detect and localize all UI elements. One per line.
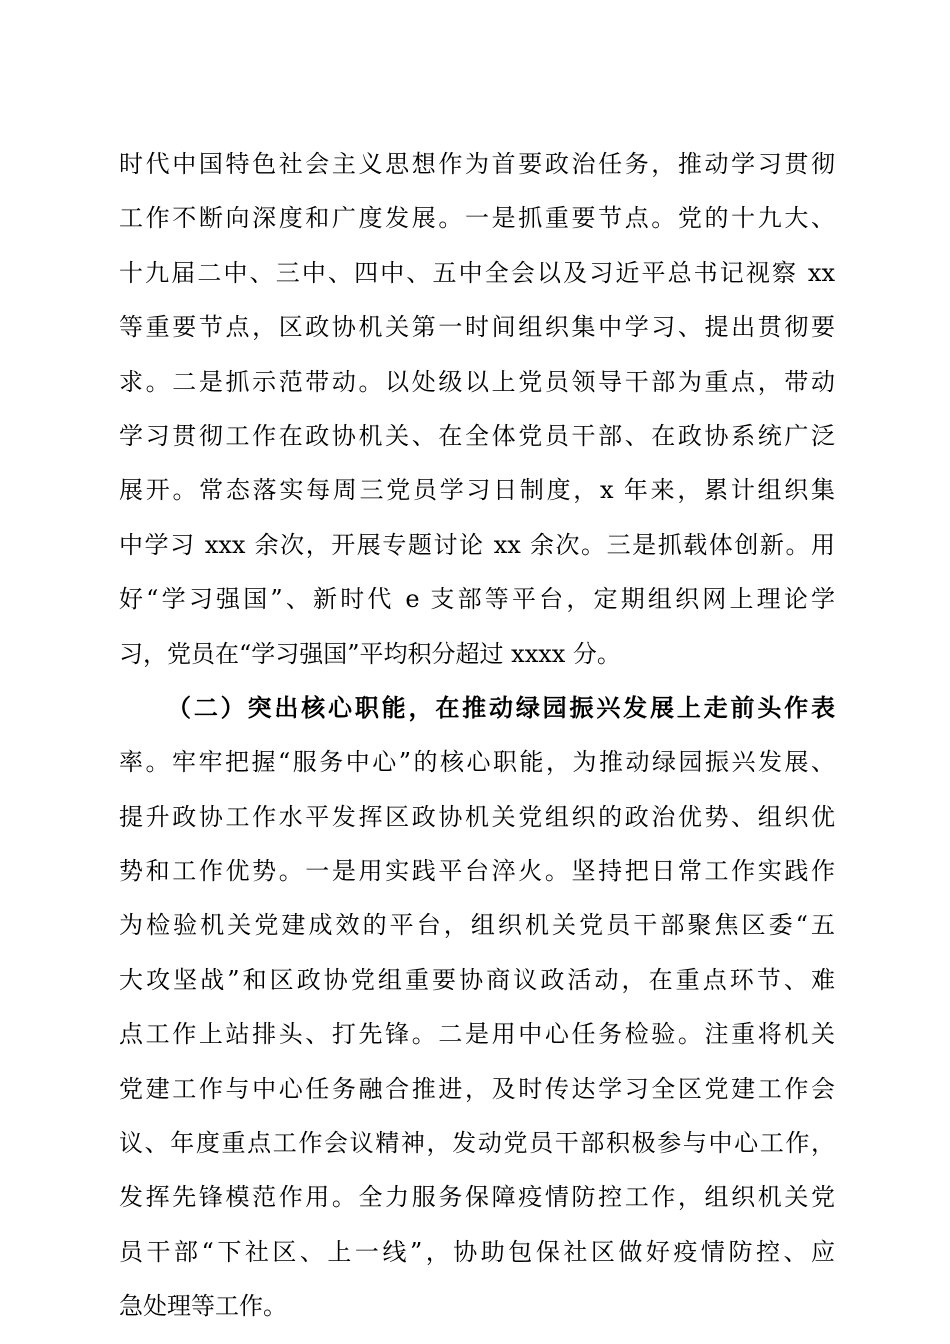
paragraph-line: 等重要节点，区政协机关第一时间组织集中学习、提出贯彻要	[119, 313, 835, 342]
paragraph-line: 议、年度重点工作会议精神，发动党员干部积极参与中心工作，	[119, 1129, 835, 1158]
paragraph-1	[119, 137, 835, 681]
paragraph-line: 求。二是抓示范带动。以处级以上党员领导干部为重点，带动	[119, 367, 835, 396]
paragraph-line: 中学习 xxx 余次，开展专题讨论 xx 余次。三是抓载体创新。用	[119, 530, 835, 559]
paragraph-line: 工作不断向深度和广度发展。一是抓重要节点。党的十九大、	[119, 204, 835, 233]
paragraph-line: 势和工作优势。一是用实践平台淬火。坚持把日常工作实践作	[119, 857, 835, 886]
paragraph-line: 发挥先锋模范作用。全力服务保障疫情防控工作，组织机关党	[119, 1183, 835, 1212]
paragraph-line: 习，党员在“学习强国”平均积分超过 xxxx 分。	[119, 639, 621, 668]
paragraph-line: 为检验机关党建成效的平台，组织机关党员干部聚焦区委“五	[119, 911, 835, 940]
section-heading: （二）突出核心职能，在推动绿园振兴发展上走前头作表	[167, 692, 835, 722]
paragraph-line: 党建工作与中心任务融合推进，及时传达学习全区党建工作会	[119, 1074, 835, 1103]
paragraph-line: 点工作上站排头、打先锋。二是用中心任务检验。注重将机关	[119, 1020, 835, 1049]
body-text	[119, 137, 835, 1334]
paragraph-line: 十九届二中、三中、四中、五中全会以及习近平总书记视察 xx	[119, 258, 835, 287]
paragraph-line: 提升政协工作水平发挥区政协机关党组织的政治优势、组织优	[119, 802, 835, 831]
paragraph-line: 好“学习强国”、新时代 e 支部等平台，定期组织网上理论学	[119, 585, 835, 614]
paragraph-line: 展开。常态落实每周三党员学习日制度，x 年来，累计组织集	[119, 476, 835, 505]
paragraph-line: 员干部“下社区、上一线”，协助包保社区做好疫情防控、应	[119, 1237, 835, 1266]
section-heading-line	[119, 681, 835, 735]
paragraph-line: 率。牢牢把握“服务中心”的核心职能，为推动绿园振兴发展、	[119, 748, 835, 777]
paragraph-line: 急处理等工作。	[119, 1292, 287, 1321]
paragraph-line: 学习贯彻工作在政协机关、在全体党员干部、在政协系统广泛	[119, 421, 835, 450]
paragraph-line: 时代中国特色社会主义思想作为首要政治任务，推动学习贯彻	[119, 150, 835, 178]
paragraph-2	[119, 681, 835, 1334]
paragraph-line: 大攻坚战”和区政协党组重要协商议政活动，在重点环节、难	[119, 965, 835, 994]
